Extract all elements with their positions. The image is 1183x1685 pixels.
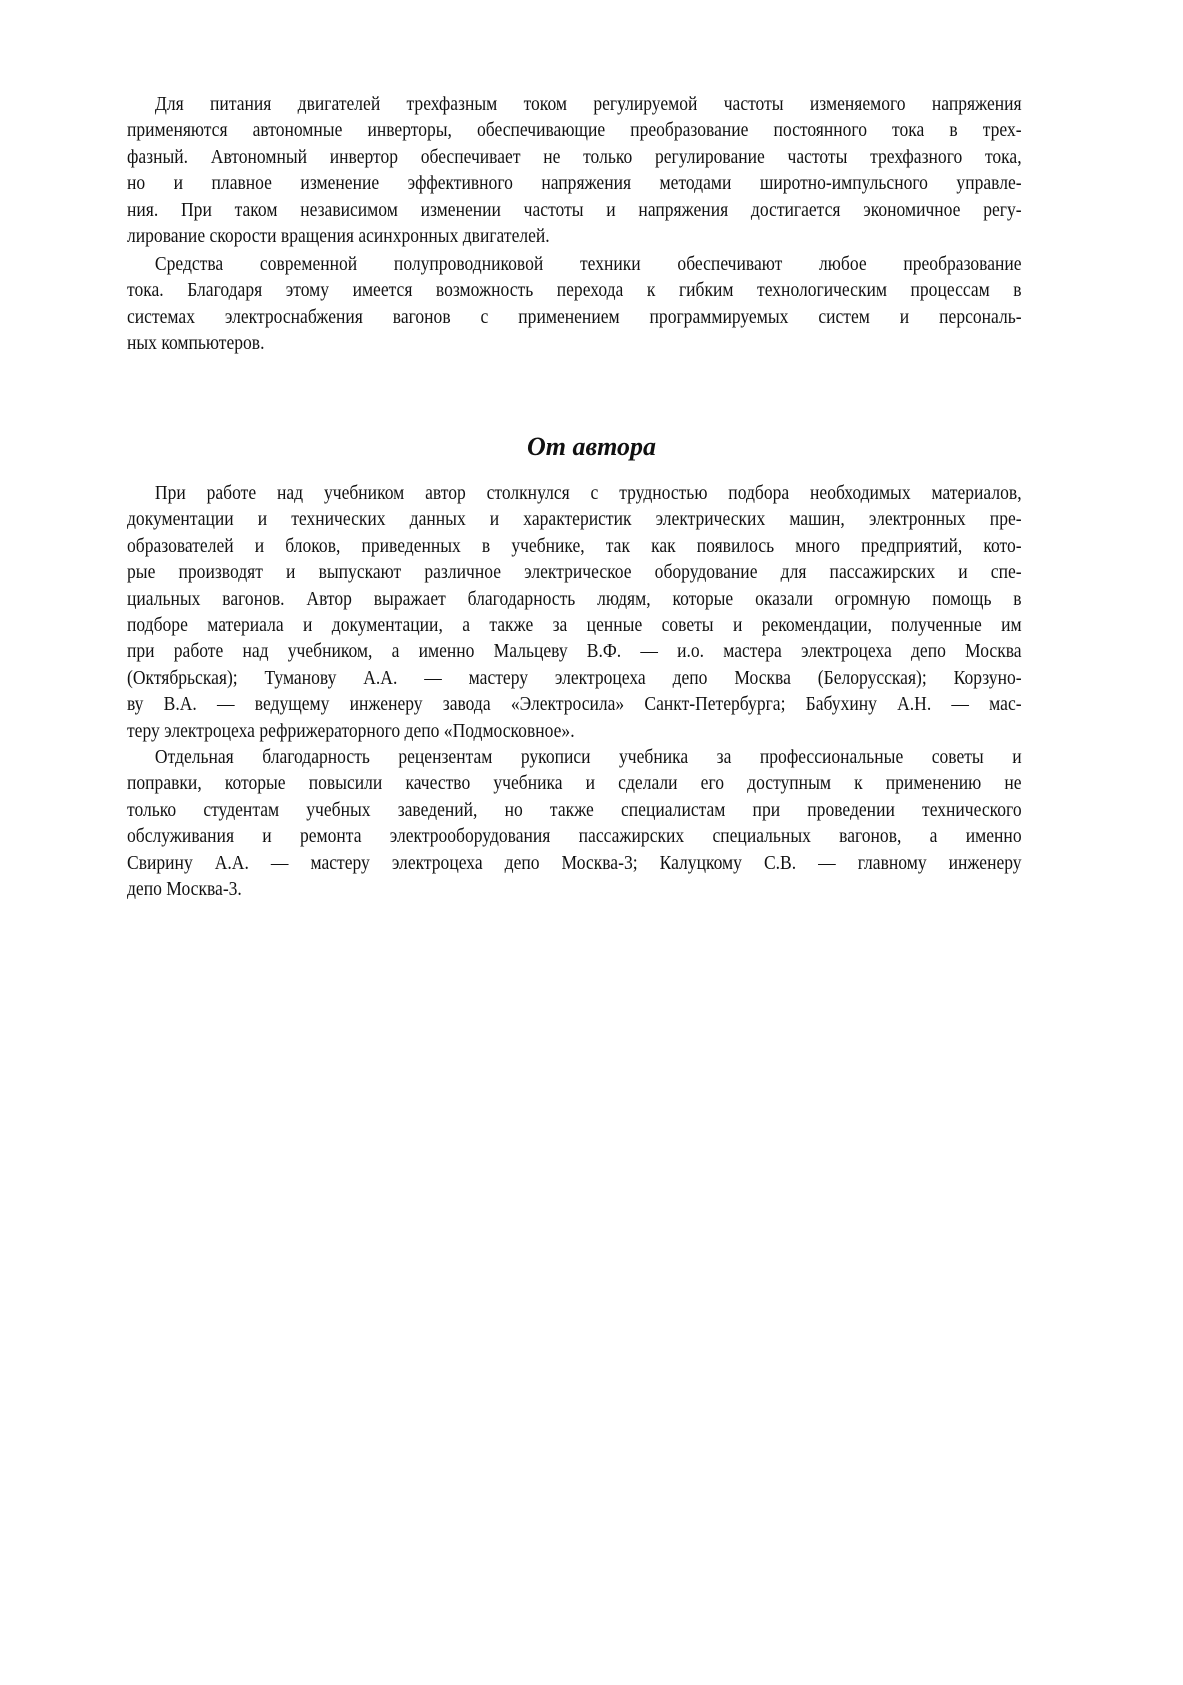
text-line: подборе материала и документации, а также за ценные советы и рекомендации, полученные им <box>127 614 1022 636</box>
author-paragraph-2 <box>127 745 1022 903</box>
text-line: Для питания двигателей трехфазным током регулируемой частоты изменяемого напряжения <box>154 94 1022 115</box>
text-line: теру электроцеха рефрижераторного депо «Подмосковное». <box>127 720 575 742</box>
text-line: Свирину А.А. — мастеру электроцеха депо Москва-3; Калуцкому С.В. — главному инженеру <box>127 852 1022 874</box>
text-line: обслуживания и ремонта электрооборудования пассажирских специальных вагонов, а именно <box>127 826 1022 848</box>
text-line: только студентам учебных заведений, но также специалистам при проведении технического <box>127 799 1022 821</box>
intro-paragraph-2 <box>127 252 1022 358</box>
text-line: депо Москва-3. <box>127 878 242 900</box>
text-line: но и плавное изменение эффективного напряжения методами широтно-импульсного управле- <box>127 173 1022 195</box>
text-line: системах электроснабжения вагонов с применением программируемых систем и персональ- <box>127 306 1022 328</box>
text-line: циальных вагонов. Автор выражает благодарность людям, которые оказали огромную помощь в <box>127 588 1022 610</box>
text-line: ву В.А. — ведущему инженеру завода «Электросила» Санкт-Петербурга; Бабухину А.Н. — мас- <box>127 694 1022 716</box>
text-line: при работе над учебником, а именно Мальцеву В.Ф. — и.о. мастера электроцеха депо Москва <box>127 641 1022 663</box>
text-line: фазный. Автономный инвертор обеспечивает не только регулирование частоты трехфазного тока, <box>127 146 1022 168</box>
text-line: рые производят и выпускают различное электрическое оборудование для пассажирских и спе- <box>127 562 1022 584</box>
text-line: Средства современной полупроводниковой техники обеспечивают любое преобразование <box>154 254 1022 275</box>
text-line: образователей и блоков, приведенных в учебнике, так как появилось много предприятий, кото- <box>127 535 1022 557</box>
intro-paragraph-1 <box>127 92 1022 250</box>
text-line: ных компьютеров. <box>127 333 265 355</box>
text-line: тока. Благодаря этому имеется возможность перехода к гибким технологическим процессам в <box>127 280 1022 302</box>
text-line: (Октябрьская); Туманову А.А. — мастеру электроцеха депо Москва (Белорусская); Корзуно- <box>127 667 1022 689</box>
text-line: ния. При таком независимом изменении частоты и напряжения достигается экономичное регу- <box>127 199 1022 221</box>
text-line: поправки, которые повысили качество учебника и сделали его доступным к применению не <box>127 773 1022 795</box>
author-paragraph-1 <box>127 481 1022 745</box>
text-line: При работе над учебником автор столкнулся с трудностью подбора необходимых материалов, <box>154 483 1022 504</box>
text-line: Отдельная благодарность рецензентам рукописи учебника за профессиональные советы и <box>154 747 1022 768</box>
section-heading: От автора <box>527 432 656 461</box>
text-line: документации и технических данных и характеристик электрических машин, электронных пре- <box>127 509 1022 531</box>
text-line: применяются автономные инверторы, обеспечивающие преобразование постоянного тока в трех- <box>127 120 1022 142</box>
text-line: лирование скорости вращения асинхронных двигателей. <box>127 225 550 247</box>
